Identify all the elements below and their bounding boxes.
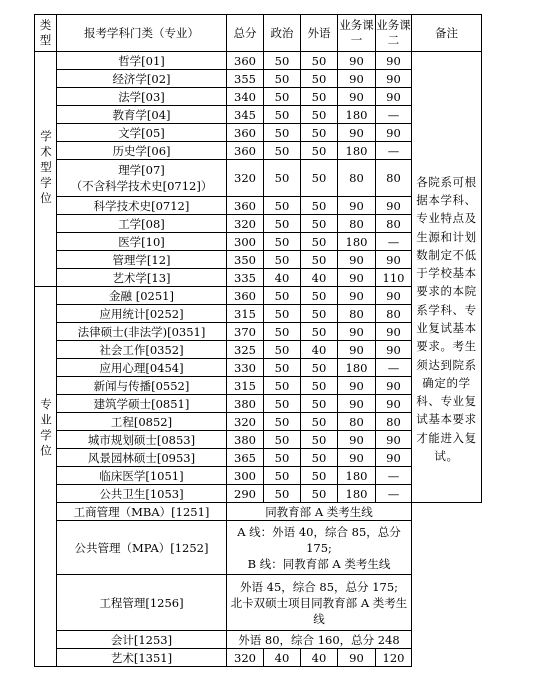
note-text: 各院系可根据本学科、专业特点及生源和计划数制定不低于学校基本要求的本院系学科、专业复试基本要求。考生须达到院系确定的学科、专业复试基本要求才能进入复试。	[416, 174, 477, 464]
subject-name	[57, 269, 227, 287]
politics-score: 50	[264, 323, 301, 341]
table-row	[35, 521, 482, 575]
header-note: 备注	[412, 15, 482, 52]
subject-name: 风景园林硕士[0953]	[57, 449, 227, 467]
total-score: 360	[227, 197, 264, 215]
politics-score: 50	[264, 467, 301, 485]
type-academic	[35, 52, 57, 287]
total-score: 380	[227, 431, 264, 449]
course1-score: 80	[338, 305, 376, 323]
politics-score: 50	[264, 251, 301, 269]
foreign-score: 50	[301, 124, 338, 142]
foreign-score: 40	[301, 341, 338, 359]
politics-score: 50	[264, 485, 301, 503]
subject-name: 公共管理（MPA）[1252]	[57, 521, 227, 575]
total-score: 325	[227, 341, 264, 359]
course1-score: 80	[338, 160, 376, 197]
course1-score: 90	[338, 341, 376, 359]
subject-name-line: 法学[03]	[118, 89, 165, 104]
course2-score: 80	[376, 413, 412, 431]
subject-name-line: 科学技术史[0712]	[93, 198, 190, 213]
subject-name	[57, 106, 227, 124]
subject-name-line: 艺术学[13]	[112, 270, 171, 285]
header-type: 类型	[35, 15, 57, 52]
note-cell	[412, 52, 482, 503]
politics-score: 50	[264, 88, 301, 106]
total-score: 320	[227, 215, 264, 233]
total-score: 360	[227, 124, 264, 142]
politics-score: 50	[264, 106, 301, 124]
subject-name: 工程[0852]	[57, 413, 227, 431]
total-score: 330	[227, 359, 264, 377]
subject-name	[57, 70, 227, 88]
subject-name-line: 工学[08]	[118, 216, 165, 231]
subject-name	[57, 197, 227, 215]
course2-score: 80	[376, 305, 412, 323]
foreign-score: 50	[301, 52, 338, 70]
foreign-score: 50	[301, 142, 338, 160]
subject-name-line: 医学[10]	[118, 234, 165, 249]
total-score: 320	[227, 649, 264, 667]
foreign-score: 50	[301, 215, 338, 233]
course1-score: 180	[338, 233, 376, 251]
requirement-line: 北卡双硕士项目同教育部 A 类考生线	[230, 595, 408, 626]
course1-score: 80	[338, 413, 376, 431]
course2-score: —	[376, 106, 412, 124]
table-row	[35, 649, 482, 667]
course2-score: 90	[376, 377, 412, 395]
total-score: 360	[227, 287, 264, 305]
subject-name: 公共卫生[1053]	[57, 485, 227, 503]
total-score: 355	[227, 70, 264, 88]
course2-score: —	[376, 233, 412, 251]
course2-score: 90	[376, 341, 412, 359]
course1-score: 90	[338, 323, 376, 341]
total-score: 290	[227, 485, 264, 503]
foreign-score: 50	[301, 431, 338, 449]
subject-name	[57, 52, 227, 70]
course2-score: 90	[376, 197, 412, 215]
politics-score: 50	[264, 124, 301, 142]
politics-score: 50	[264, 287, 301, 305]
foreign-score: 50	[301, 395, 338, 413]
course1-score: 180	[338, 485, 376, 503]
requirement-line: A 线：外语 40，综合 85，总分 175;	[237, 524, 401, 555]
type-academic-label: 学术型学位	[39, 130, 53, 208]
header-foreign: 外语	[301, 15, 338, 52]
course1-score: 90	[338, 449, 376, 467]
header-politics: 政治	[264, 15, 301, 52]
subject-name	[57, 160, 227, 197]
course1-score: 180	[338, 467, 376, 485]
header-row	[35, 15, 482, 52]
foreign-score: 50	[301, 485, 338, 503]
foreign-score: 50	[301, 449, 338, 467]
course1-score: 90	[338, 431, 376, 449]
course2-score: 90	[376, 431, 412, 449]
foreign-score: 50	[301, 413, 338, 431]
course1-score: 180	[338, 359, 376, 377]
requirement-text	[227, 575, 412, 631]
politics-score: 50	[264, 449, 301, 467]
course2-score: 90	[376, 52, 412, 70]
course2-score: 110	[376, 269, 412, 287]
subject-name	[57, 88, 227, 106]
total-score: 300	[227, 233, 264, 251]
subject-name-line: （不含科学技术史[0712]）	[70, 179, 213, 193]
course1-score: 90	[338, 269, 376, 287]
foreign-score: 50	[301, 377, 338, 395]
politics-score: 50	[264, 377, 301, 395]
total-score: 360	[227, 142, 264, 160]
course1-score: 80	[338, 215, 376, 233]
course2-score: 90	[376, 251, 412, 269]
requirement-line: 外语 45，综合 85，总分 175;	[239, 579, 399, 594]
requirement-text: 同教育部 A 类考生线	[227, 503, 412, 521]
foreign-score: 50	[301, 70, 338, 88]
requirement-text	[227, 521, 412, 575]
course2-score: 90	[376, 124, 412, 142]
course1-score: 90	[338, 287, 376, 305]
subject-name-line: 历史学[06]	[112, 143, 171, 158]
header-subject: 报考学科门类（专业）	[57, 15, 227, 52]
foreign-score: 50	[301, 88, 338, 106]
subject-name: 新闻与传播[0552]	[57, 377, 227, 395]
header-course2: 业务课二	[376, 15, 412, 52]
total-score: 315	[227, 305, 264, 323]
header-total: 总分	[227, 15, 264, 52]
politics-score: 40	[264, 649, 301, 667]
type-professional	[35, 287, 57, 667]
course2-score: 90	[376, 395, 412, 413]
subject-name-line: 文学[05]	[118, 125, 165, 140]
subject-name: 金融 [0251]	[57, 287, 227, 305]
subject-name-line: 理学[07]	[118, 163, 165, 177]
total-score: 365	[227, 449, 264, 467]
subject-name	[57, 142, 227, 160]
subject-name	[57, 233, 227, 251]
table-row	[35, 52, 482, 70]
foreign-score: 50	[301, 106, 338, 124]
foreign-score: 50	[301, 305, 338, 323]
total-score: 380	[227, 395, 264, 413]
course1-score: 90	[338, 52, 376, 70]
politics-score: 40	[264, 269, 301, 287]
table-row	[35, 631, 482, 649]
requirement-text: 外语 80，综合 160，总分 248	[227, 631, 412, 649]
course1-score: 90	[338, 197, 376, 215]
course1-score: 90	[338, 395, 376, 413]
course2-score: 90	[376, 449, 412, 467]
foreign-score: 50	[301, 233, 338, 251]
politics-score: 50	[264, 359, 301, 377]
course1-score: 90	[338, 649, 376, 667]
politics-score: 50	[264, 395, 301, 413]
course1-score: 180	[338, 142, 376, 160]
subject-name-line: 哲学[01]	[118, 53, 165, 68]
politics-score: 50	[264, 160, 301, 197]
score-table	[34, 14, 482, 667]
politics-score: 50	[264, 52, 301, 70]
requirement-line: B 线：同教育部 A 类考生线	[247, 556, 391, 571]
subject-name: 工商管理（MBA）[1251]	[57, 503, 227, 521]
subject-name	[57, 124, 227, 142]
course2-score: 90	[376, 323, 412, 341]
foreign-score: 50	[301, 197, 338, 215]
course2-score: 80	[376, 215, 412, 233]
course2-score: 80	[376, 160, 412, 197]
foreign-score: 50	[301, 359, 338, 377]
foreign-score: 50	[301, 251, 338, 269]
course1-score: 180	[338, 106, 376, 124]
politics-score: 50	[264, 70, 301, 88]
total-score: 300	[227, 467, 264, 485]
politics-score: 50	[264, 413, 301, 431]
subject-name: 临床医学[1051]	[57, 467, 227, 485]
course1-score: 90	[338, 88, 376, 106]
course2-score: 90	[376, 287, 412, 305]
course2-score: —	[376, 467, 412, 485]
subject-name: 会计[1253]	[57, 631, 227, 649]
total-score: 360	[227, 52, 264, 70]
course2-score: 120	[376, 649, 412, 667]
total-score: 335	[227, 269, 264, 287]
subject-name	[57, 215, 227, 233]
foreign-score: 50	[301, 323, 338, 341]
table-row	[35, 503, 482, 521]
course2-score: —	[376, 485, 412, 503]
type-professional-label: 专业学位	[39, 397, 53, 460]
course1-score: 90	[338, 377, 376, 395]
subject-name: 社会工作[0352]	[57, 341, 227, 359]
subject-name: 城市规划硕士[0853]	[57, 431, 227, 449]
total-score: 320	[227, 160, 264, 197]
total-score: 345	[227, 106, 264, 124]
politics-score: 50	[264, 215, 301, 233]
subject-name-line: 教育学[04]	[112, 107, 171, 122]
total-score: 315	[227, 377, 264, 395]
foreign-score: 50	[301, 287, 338, 305]
total-score: 340	[227, 88, 264, 106]
politics-score: 50	[264, 431, 301, 449]
course1-score: 90	[338, 124, 376, 142]
table-row	[35, 575, 482, 631]
subject-name: 艺术[1351]	[57, 649, 227, 667]
course2-score: 90	[376, 88, 412, 106]
politics-score: 50	[264, 305, 301, 323]
total-score: 320	[227, 413, 264, 431]
subject-name: 建筑学硕士[0851]	[57, 395, 227, 413]
subject-name	[57, 251, 227, 269]
course1-score: 90	[338, 70, 376, 88]
course2-score: 90	[376, 70, 412, 88]
subject-name-line: 管理学[12]	[112, 252, 171, 267]
subject-name: 应用心理[0454]	[57, 359, 227, 377]
politics-score: 50	[264, 142, 301, 160]
politics-score: 50	[264, 233, 301, 251]
course2-score: —	[376, 359, 412, 377]
politics-score: 50	[264, 341, 301, 359]
subject-name-line: 经济学[02]	[112, 71, 171, 86]
course1-score: 90	[338, 251, 376, 269]
subject-name: 法律硕士(非法学)[0351]	[57, 323, 227, 341]
subject-name: 应用统计[0252]	[57, 305, 227, 323]
politics-score: 50	[264, 197, 301, 215]
foreign-score: 50	[301, 160, 338, 197]
total-score: 350	[227, 251, 264, 269]
foreign-score: 50	[301, 467, 338, 485]
subject-name: 工程管理[1256]	[57, 575, 227, 631]
foreign-score: 40	[301, 649, 338, 667]
course2-score: —	[376, 142, 412, 160]
header-course1: 业务课一	[338, 15, 376, 52]
total-score: 370	[227, 323, 264, 341]
foreign-score: 40	[301, 269, 338, 287]
